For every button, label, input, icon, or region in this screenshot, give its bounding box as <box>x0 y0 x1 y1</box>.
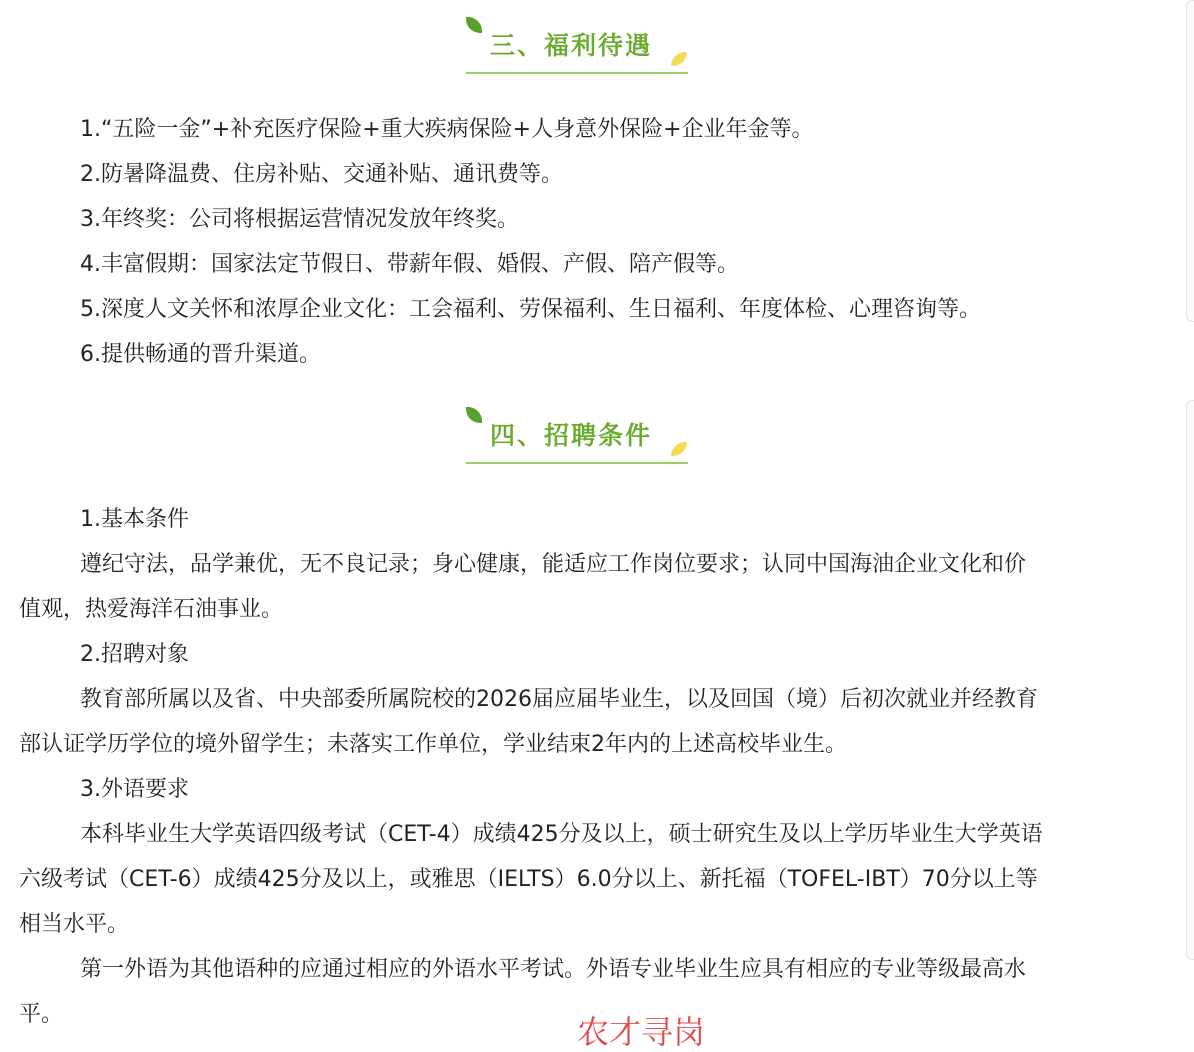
benefit-item: 5.深度人文关怀和浓厚企业文化：工会福利、劳保福利、生日福利、年度体检、心理咨询等。 <box>80 297 981 322</box>
section-title: 四、招聘条件 <box>490 421 653 450</box>
benefit-item: 4.丰富假期：国家法定节假日、带薪年假、婚假、产假、陪产假等。 <box>80 252 739 277</box>
benefit-item: 3.年终奖：公司将根据运营情况发放年终奖。 <box>80 207 519 232</box>
subsection-heading-language: 3.外语要求 <box>80 777 189 802</box>
benefit-item: 6.提供畅通的晋升渠道。 <box>80 342 321 367</box>
scrollbar-track[interactable] <box>1186 0 1194 322</box>
benefit-item: 2.防暑降温费、住房补贴、交通补贴、通讯费等。 <box>80 162 563 187</box>
section-title: 三、福利待遇 <box>490 31 653 60</box>
section-heading-benefits <box>466 17 688 73</box>
section-heading-requirements <box>466 407 688 463</box>
heading-underline <box>466 462 688 464</box>
yellow-leaf-icon <box>671 442 687 456</box>
yellow-leaf-icon <box>671 52 687 66</box>
paragraph-line: 平。 <box>19 1002 64 1027</box>
scrollbar-track[interactable] <box>1186 400 1194 960</box>
paragraph-line: 教育部所属以及省、中央部委所属院校的2026届应届毕业生，以及回国（境）后初次就业并经教育 <box>80 687 1038 712</box>
green-leaf-icon <box>466 407 482 423</box>
heading-underline <box>466 72 688 74</box>
benefit-item: 1.“五险一金”+补充医疗保险+重大疾病保险+人身意外保险+企业年金等。 <box>80 117 814 142</box>
paragraph-line: 部认证学历学位的境外留学生；未落实工作单位，学业结束2年内的上述高校毕业生。 <box>19 732 847 757</box>
watermark-text: 农才寻岗 <box>577 1013 706 1051</box>
paragraph-line: 六级考试（CET-6）成绩425分及以上，或雅思（IELTS）6.0分以上、新托福（TOFEL-IBT）70分以上等 <box>19 867 1038 892</box>
paragraph-line: 相当水平。 <box>19 912 130 937</box>
paragraph-line: 值观，热爱海洋石油事业。 <box>19 597 284 622</box>
subsection-heading-basic: 1.基本条件 <box>80 507 189 532</box>
paragraph-line: 遵纪守法，品学兼优，无不良记录；身心健康，能适应工作岗位要求；认同中国海油企业文化和价 <box>80 552 1027 577</box>
paragraph-line: 第一外语为其他语种的应通过相应的外语水平考试。外语专业毕业生应具有相应的专业等级最高水 <box>80 957 1027 982</box>
green-leaf-icon <box>466 17 482 33</box>
paragraph-line: 本科毕业生大学英语四级考试（CET-4）成绩425分及以上，硕士研究生及以上学历毕业生大学英语 <box>80 822 1043 847</box>
subsection-heading-target: 2.招聘对象 <box>80 642 189 667</box>
